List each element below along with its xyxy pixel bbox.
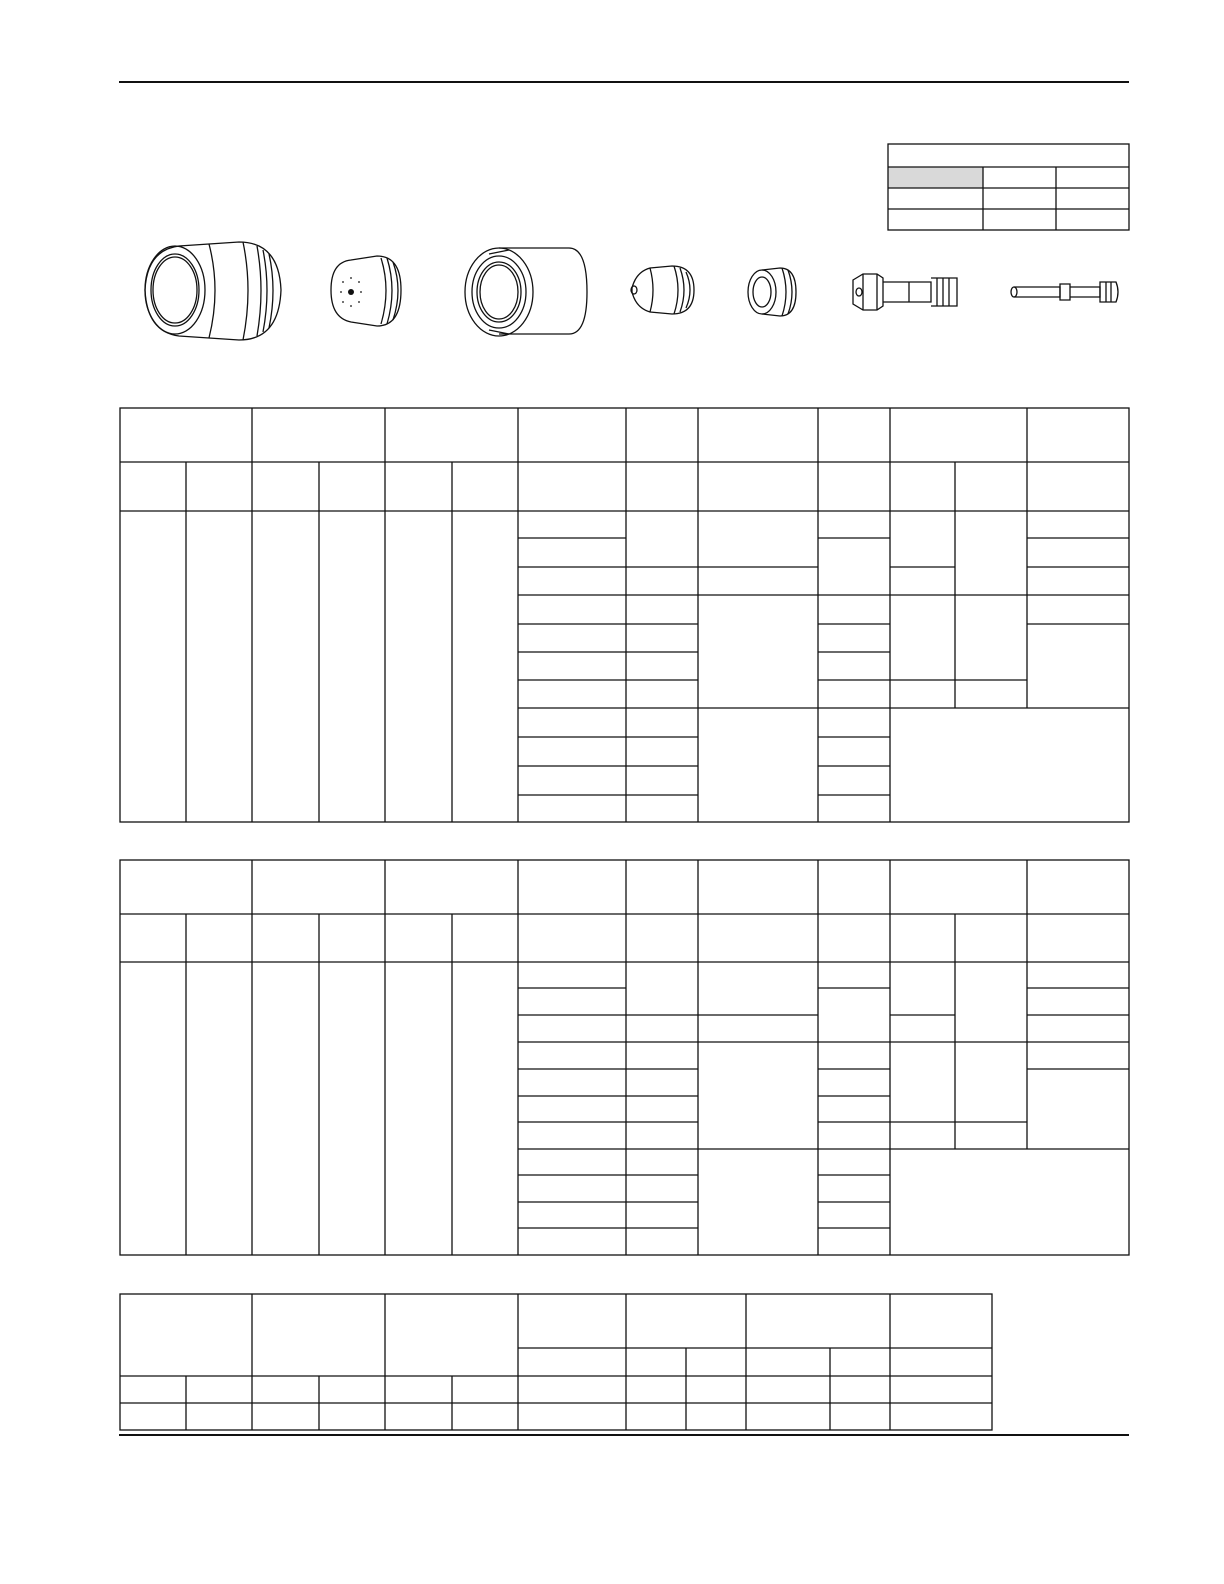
retaining-cap-icon <box>459 232 589 352</box>
shield-cap-icon <box>329 232 409 352</box>
consumable-parts-row <box>119 232 1129 352</box>
footer-rule <box>119 1434 1129 1436</box>
reference-table <box>887 143 1130 232</box>
shield-icon <box>139 232 284 352</box>
cut-chart-table-1 <box>119 407 1130 825</box>
water-tube-icon <box>1004 232 1124 352</box>
header-rule <box>119 81 1129 83</box>
electrode-icon <box>847 232 967 352</box>
nozzle-icon <box>624 232 699 352</box>
cut-chart-table-2 <box>119 859 1130 1257</box>
swirl-ring-icon <box>744 232 804 352</box>
cut-chart-table-3 <box>119 1293 995 1433</box>
